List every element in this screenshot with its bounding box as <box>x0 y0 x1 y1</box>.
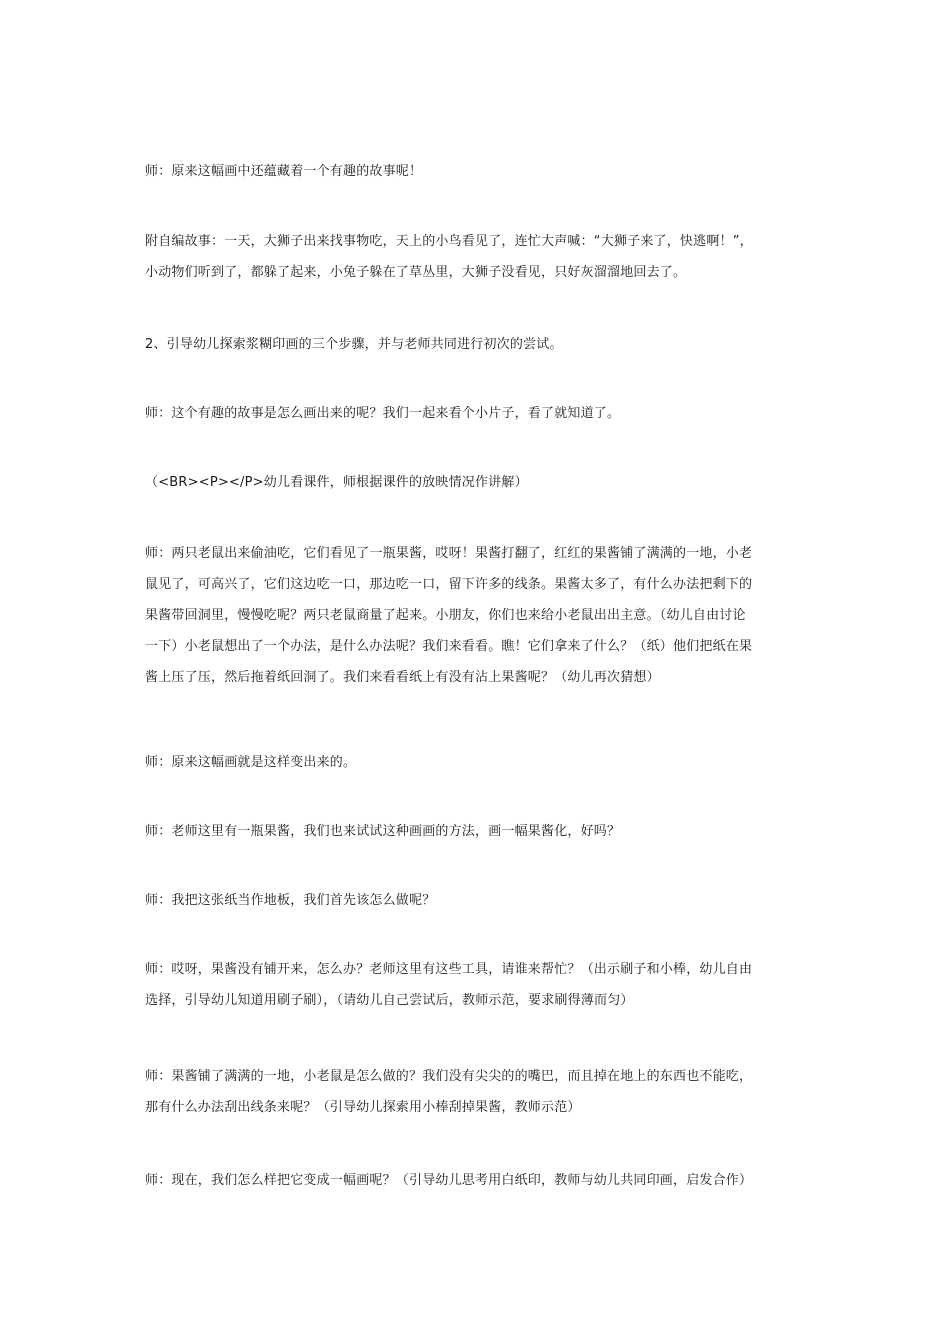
text-line: 一下）小老鼠想出了一个办法，是什么办法呢？我们来看看。瞧！它们拿来了什么？（纸）他们把纸在果 <box>145 639 753 654</box>
paragraph-reveal <box>145 747 813 778</box>
text-line: 附自编故事：一天，大狮子出来找事物吃，天上的小鸟看见了，连忙大声喊：“大狮子来了，快逃啊！”， <box>145 234 753 249</box>
text-line: （<BR><P></P>幼儿看课件，师根据课件的放映情况作讲解） <box>145 475 528 490</box>
text-line: 师：两只老鼠出来偷油吃，它们看见了一瓶果酱，哎呀！果酱打翻了，红红的果酱铺了满满的一地，小老 <box>145 546 753 561</box>
paragraph-courseware-note <box>145 467 813 498</box>
paragraph-first-step <box>145 885 813 916</box>
paragraph-print-painting <box>145 1165 813 1196</box>
text-line: 师：哎呀，果酱没有铺开来，怎么办？老师这里有这些工具，请谁来帮忙？（出示刷子和小棒，幼儿自由 <box>145 962 753 977</box>
text-line: 酱上压了压，然后拖着纸回洞了。我们来看看纸上有没有沾上果酱呢？（幼儿再次猜想） <box>145 670 660 685</box>
text-line: 果酱带回洞里，慢慢吃呢？两只老鼠商量了起来。小朋友，你们也来给小老鼠出出主意。（幼儿自由讨论 <box>145 608 746 623</box>
text-line: 小动物们听到了，都躲了起来，小兔子躲在了草丛里，大狮子没看见，只好灰溜溜地回去了。 <box>145 265 687 280</box>
text-line: 2、引导幼儿探索浆糊印画的三个步骤，并与老师共同进行初次的尝试。 <box>145 337 563 352</box>
text-line: 选择，引导幼儿知道用刷子刷），（请幼儿自己尝试后，教师示范，要求刷得薄而匀） <box>145 993 634 1008</box>
text-line: 师：我把这张纸当作地板，我们首先该怎么做呢？ <box>145 893 436 908</box>
text-line: 师：原来这幅画中还蕴藏着一个有趣的故事呢！ <box>145 164 423 179</box>
text-line: 师：这个有趣的故事是怎么画出来的呢？我们一起来看个小片子，看了就知道了。 <box>145 406 621 421</box>
text-line: 师：现在，我们怎么样把它变成一幅画呢？（引导幼儿思考用白纸印，教师与幼儿共同印画，启发合作） <box>145 1173 753 1188</box>
paragraph-mouse-story <box>145 538 813 693</box>
paragraph-story-intro <box>145 156 813 187</box>
text-line: 师：果酱铺了满满的一地，小老鼠是怎么做的？我们没有尖尖的的嘴巴，而且掉在地上的东西也不能吃， <box>145 1069 753 1084</box>
text-line: 那有什么办法刮出线条来呢？（引导幼儿探索用小棒刮掉果酱，教师示范） <box>145 1100 581 1115</box>
paragraph-spread-jam <box>145 954 813 1016</box>
paragraph-scrape-lines <box>145 1061 813 1123</box>
paragraph-try-method <box>145 816 813 847</box>
paragraph-step-heading <box>145 329 813 360</box>
paragraph-story <box>145 226 813 288</box>
text-line: 师：老师这里有一瓶果酱，我们也来试试这种画画的方法，画一幅果酱化，好吗？ <box>145 824 621 839</box>
text-line: 师：原来这幅画就是这样变出来的。 <box>145 755 357 770</box>
paragraph-teacher-question <box>145 398 813 429</box>
text-line: 鼠见了，可高兴了，它们这边吃一口，那边吃一口，留下许多的线条。果酱太多了，有什么办法把剩下的 <box>145 577 753 592</box>
